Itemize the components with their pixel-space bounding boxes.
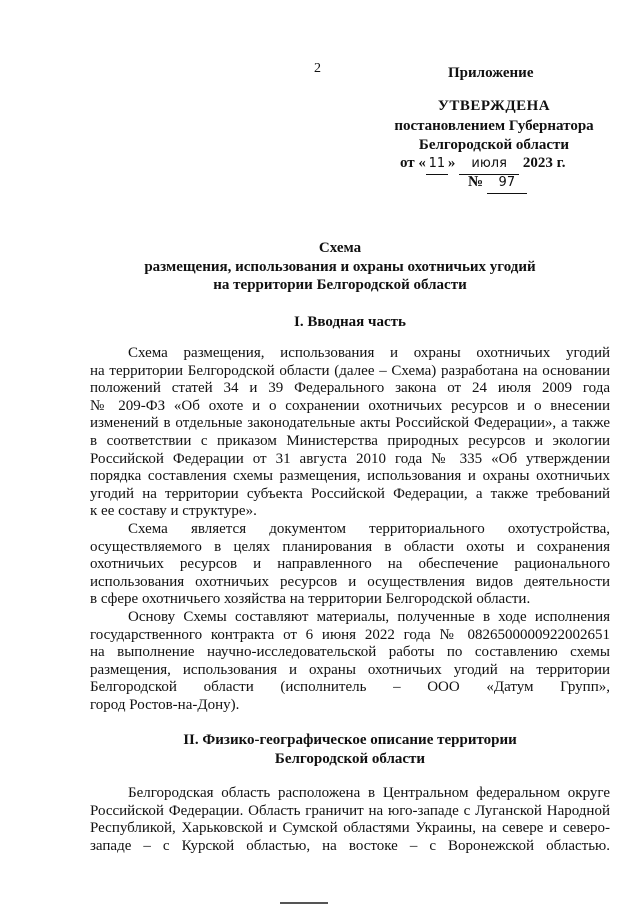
text-line: западе – с Курской областью, на востоке – с Воронежской областью. — [90, 837, 610, 854]
approved-by: постановлением Губернатора — [394, 118, 594, 134]
section-2-paragraph — [90, 785, 610, 855]
page-number: 2 — [314, 61, 321, 76]
section-1-paragraph-3 — [90, 609, 610, 715]
text-line: Белгородская область расположена в Центральном федеральном округе — [128, 785, 610, 801]
text-line: Схема размещения, использования и охраны охотничьих угодий — [128, 345, 610, 361]
title-line-3: на территории Белгородской области — [213, 277, 467, 293]
text-line: Белгородской области (исполнитель – ООО «Датум Групп», — [90, 679, 610, 696]
scan-artifact-mark — [280, 902, 328, 904]
section-1-paragraph-1 — [90, 345, 610, 521]
approved-region: Белгородской области — [418, 137, 570, 153]
document-title — [100, 239, 580, 295]
section-2-heading — [90, 731, 610, 768]
title-line-1: Схема — [318, 240, 362, 256]
text-line: в соответствии с приказом Министерства природных ресурсов и экологии — [90, 432, 610, 449]
text-line: изменений в отдельные законодательные акты Российской Федерации», а также — [90, 415, 610, 432]
approval-date — [400, 154, 566, 175]
text-line: Республикой, Харьковской и Сумской областями Украины, на севере и северо- — [90, 820, 610, 837]
text-line: осуществляемого в целях планирования в области охоты и сохранения — [90, 538, 610, 555]
text-line: Основу Схемы составляют материалы, полученные в ходе исполнения — [128, 609, 610, 625]
date-prefix: от « — [400, 155, 426, 171]
text-line: угодий на территории субъекта Российской Федерации, а также требований — [90, 485, 610, 502]
section-2-heading-line-1: II. Физико-географическое описание территории — [183, 732, 517, 748]
text-line: размещения, использования и охраны охотничьих угодий на территории — [90, 661, 610, 678]
text-line: на выполнение научно-исследовательской работы по составлению схемы — [90, 644, 610, 661]
text-line: Российской Федерации от 31 августа 2010 года № 335 «Об утверждении — [90, 450, 610, 467]
text-line: порядка составления схемы размещения, использования и охраны охотничьих — [90, 468, 610, 485]
approval-number — [468, 173, 527, 194]
title-line-2: размещения, использования и охраны охотничьих угодий — [144, 258, 536, 275]
date-month: июля — [459, 155, 519, 175]
section-2-heading-line-2: Белгородской области — [274, 750, 426, 767]
text-line: Российской Федерации. Область граничит на юго-западе с Луганской Народной — [90, 802, 610, 819]
text-line: на территории Белгородской области (далее – Схема) разработана на основании — [90, 362, 610, 379]
section-1-heading: I. Вводная часть — [294, 314, 406, 330]
date-mid: » — [447, 155, 456, 171]
date-day: 11 — [426, 155, 448, 175]
appendix-label: Приложение — [448, 65, 534, 81]
section-1-paragraph-2 — [90, 521, 610, 609]
text-line: использования охотничьих ресурсов и осуществления видов деятельности — [90, 573, 610, 590]
number-label: № — [468, 174, 484, 190]
number-value: 97 — [487, 174, 527, 194]
text-line: государственного контракта от 6 июня 2022 года № 0826500000922002651 — [90, 626, 610, 643]
text-line: охотничьих ресурсов и направленного на обеспечение рационального — [90, 556, 610, 573]
date-year: 2023 г. — [522, 155, 566, 171]
text-line: город Ростов-на-Дону). — [90, 696, 240, 713]
text-line: в сфере охотничьего хозяйства на территории Белгородской области. — [90, 591, 531, 608]
text-line: положений статей 34 и 39 Федерального закона от 24 июля 2009 года — [90, 380, 610, 397]
text-line: к ее составу и структуре». — [90, 503, 257, 520]
approved-label: УТВЕРЖДЕНА — [437, 98, 551, 114]
text-line: № 209-ФЗ «Об охоте и о сохранении охотничьих ресурсов и о внесении — [90, 397, 610, 414]
text-line: Схема является документом территориального охотустройства, — [128, 521, 610, 537]
